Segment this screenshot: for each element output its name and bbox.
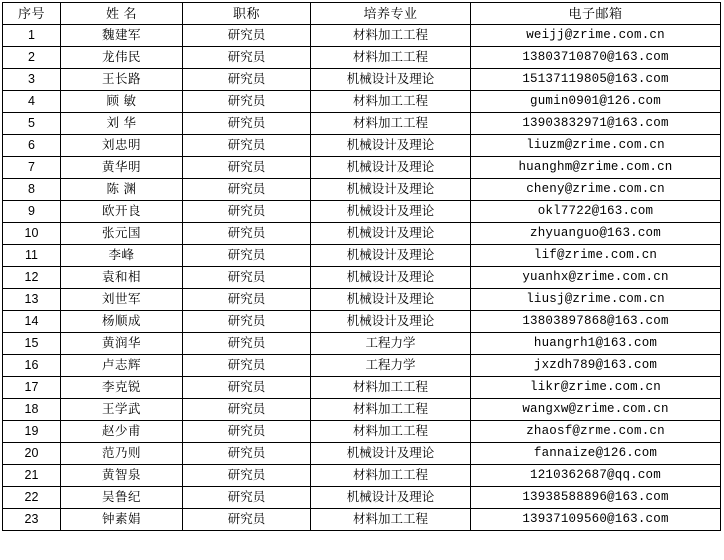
- cell-name: 袁和相: [61, 267, 183, 289]
- cell-name: 刘世军: [61, 289, 183, 311]
- table-row: [3, 91, 721, 113]
- cell-title: 研究员: [183, 47, 311, 69]
- cell-title: 研究员: [183, 333, 311, 355]
- cell-name: 王长路: [61, 69, 183, 91]
- cell-index: 4: [3, 91, 61, 113]
- cell-index: 22: [3, 487, 61, 509]
- cell-index: 13: [3, 289, 61, 311]
- table-row: [3, 157, 721, 179]
- cell-name: 顾 敏: [61, 91, 183, 113]
- cell-index: 20: [3, 443, 61, 465]
- table-row: [3, 355, 721, 377]
- column-header-email: 电子邮箱: [471, 3, 721, 25]
- cell-email: likr@zrime.com.cn: [471, 377, 721, 399]
- table-row: [3, 135, 721, 157]
- cell-email: wangxw@zrime.com.cn: [471, 399, 721, 421]
- cell-index: 5: [3, 113, 61, 135]
- cell-email: liuzm@zrime.com.cn: [471, 135, 721, 157]
- cell-email: okl7722@163.com: [471, 201, 721, 223]
- table-row: [3, 289, 721, 311]
- cell-name: 李峰: [61, 245, 183, 267]
- cell-title: 研究员: [183, 487, 311, 509]
- cell-email: jxzdh789@163.com: [471, 355, 721, 377]
- cell-email: yuanhx@zrime.com.cn: [471, 267, 721, 289]
- cell-major: 材料加工工程: [311, 113, 471, 135]
- cell-index: 21: [3, 465, 61, 487]
- table-row: [3, 245, 721, 267]
- cell-major: 工程力学: [311, 333, 471, 355]
- cell-email: gumin0901@126.com: [471, 91, 721, 113]
- cell-major: 机械设计及理论: [311, 179, 471, 201]
- cell-name: 黄智泉: [61, 465, 183, 487]
- table-row: [3, 25, 721, 47]
- table-row: [3, 223, 721, 245]
- table-row: [3, 509, 721, 531]
- cell-email: weijj@zrime.com.cn: [471, 25, 721, 47]
- table-row: [3, 399, 721, 421]
- cell-index: 14: [3, 311, 61, 333]
- column-header-major: 培养专业: [311, 3, 471, 25]
- cell-title: 研究员: [183, 399, 311, 421]
- cell-name: 魏建军: [61, 25, 183, 47]
- column-header-name: 姓 名: [61, 3, 183, 25]
- table-row: [3, 179, 721, 201]
- cell-name: 刘忠明: [61, 135, 183, 157]
- cell-email: liusj@zrime.com.cn: [471, 289, 721, 311]
- cell-index: 6: [3, 135, 61, 157]
- cell-title: 研究员: [183, 311, 311, 333]
- cell-index: 19: [3, 421, 61, 443]
- cell-index: 9: [3, 201, 61, 223]
- cell-index: 10: [3, 223, 61, 245]
- column-header-title: 职称: [183, 3, 311, 25]
- table-row: [3, 113, 721, 135]
- cell-name: 陈 渊: [61, 179, 183, 201]
- cell-name: 杨顺成: [61, 311, 183, 333]
- cell-title: 研究员: [183, 157, 311, 179]
- table-row: [3, 201, 721, 223]
- cell-index: 11: [3, 245, 61, 267]
- cell-email: fannaize@126.com: [471, 443, 721, 465]
- column-header-index: 序号: [3, 3, 61, 25]
- table-row: [3, 443, 721, 465]
- cell-email: lif@zrime.com.cn: [471, 245, 721, 267]
- cell-index: 12: [3, 267, 61, 289]
- table-row: [3, 267, 721, 289]
- table-row: [3, 47, 721, 69]
- cell-title: 研究员: [183, 201, 311, 223]
- cell-name: 卢志辉: [61, 355, 183, 377]
- cell-index: 18: [3, 399, 61, 421]
- cell-title: 研究员: [183, 245, 311, 267]
- cell-name: 钟素娟: [61, 509, 183, 531]
- cell-index: 15: [3, 333, 61, 355]
- cell-major: 机械设计及理论: [311, 245, 471, 267]
- cell-major: 机械设计及理论: [311, 223, 471, 245]
- cell-index: 23: [3, 509, 61, 531]
- cell-name: 王学武: [61, 399, 183, 421]
- table-row: [3, 333, 721, 355]
- cell-email: 13903832971@163.com: [471, 113, 721, 135]
- cell-major: 机械设计及理论: [311, 157, 471, 179]
- cell-index: 7: [3, 157, 61, 179]
- table-row: [3, 465, 721, 487]
- cell-major: 机械设计及理论: [311, 443, 471, 465]
- cell-title: 研究员: [183, 267, 311, 289]
- table-row: [3, 377, 721, 399]
- cell-email: 15137119805@163.com: [471, 69, 721, 91]
- cell-email: 13803710870@163.com: [471, 47, 721, 69]
- table-header-row: [3, 3, 721, 25]
- table-body: [3, 25, 721, 531]
- cell-major: 机械设计及理论: [311, 311, 471, 333]
- cell-email: 1210362687@qq.com: [471, 465, 721, 487]
- cell-name: 黄华明: [61, 157, 183, 179]
- cell-email: huanghm@zrime.com.cn: [471, 157, 721, 179]
- cell-title: 研究员: [183, 443, 311, 465]
- cell-major: 机械设计及理论: [311, 201, 471, 223]
- cell-title: 研究员: [183, 91, 311, 113]
- cell-title: 研究员: [183, 421, 311, 443]
- cell-name: 范乃则: [61, 443, 183, 465]
- cell-title: 研究员: [183, 25, 311, 47]
- cell-major: 材料加工工程: [311, 509, 471, 531]
- table-row: [3, 421, 721, 443]
- researcher-roster-table: [2, 2, 721, 531]
- cell-major: 机械设计及理论: [311, 267, 471, 289]
- cell-title: 研究员: [183, 135, 311, 157]
- cell-email: huangrh1@163.com: [471, 333, 721, 355]
- cell-major: 机械设计及理论: [311, 289, 471, 311]
- cell-major: 材料加工工程: [311, 377, 471, 399]
- cell-title: 研究员: [183, 69, 311, 91]
- cell-email: zhaosf@zrme.com.cn: [471, 421, 721, 443]
- cell-name: 刘 华: [61, 113, 183, 135]
- cell-major: 材料加工工程: [311, 91, 471, 113]
- cell-title: 研究员: [183, 289, 311, 311]
- cell-index: 1: [3, 25, 61, 47]
- cell-major: 材料加工工程: [311, 465, 471, 487]
- cell-title: 研究员: [183, 223, 311, 245]
- table-row: [3, 69, 721, 91]
- cell-major: 材料加工工程: [311, 399, 471, 421]
- cell-index: 8: [3, 179, 61, 201]
- cell-name: 欧开良: [61, 201, 183, 223]
- cell-major: 机械设计及理论: [311, 135, 471, 157]
- cell-index: 16: [3, 355, 61, 377]
- cell-email: 13937109560@163.com: [471, 509, 721, 531]
- cell-title: 研究员: [183, 377, 311, 399]
- cell-title: 研究员: [183, 179, 311, 201]
- cell-name: 赵少甫: [61, 421, 183, 443]
- table-row: [3, 487, 721, 509]
- cell-title: 研究员: [183, 355, 311, 377]
- cell-name: 龙伟民: [61, 47, 183, 69]
- cell-email: zhyuanguo@163.com: [471, 223, 721, 245]
- cell-name: 黄润华: [61, 333, 183, 355]
- cell-major: 材料加工工程: [311, 421, 471, 443]
- cell-email: 13803897868@163.com: [471, 311, 721, 333]
- cell-title: 研究员: [183, 465, 311, 487]
- cell-name: 张元国: [61, 223, 183, 245]
- cell-major: 材料加工工程: [311, 47, 471, 69]
- cell-email: cheny@zrime.com.cn: [471, 179, 721, 201]
- cell-major: 机械设计及理论: [311, 69, 471, 91]
- cell-index: 2: [3, 47, 61, 69]
- cell-title: 研究员: [183, 509, 311, 531]
- cell-major: 机械设计及理论: [311, 487, 471, 509]
- cell-index: 3: [3, 69, 61, 91]
- table-row: [3, 311, 721, 333]
- cell-major: 材料加工工程: [311, 25, 471, 47]
- cell-name: 吴鲁纪: [61, 487, 183, 509]
- cell-name: 李克锐: [61, 377, 183, 399]
- cell-index: 17: [3, 377, 61, 399]
- cell-major: 工程力学: [311, 355, 471, 377]
- cell-title: 研究员: [183, 113, 311, 135]
- cell-email: 13938588896@163.com: [471, 487, 721, 509]
